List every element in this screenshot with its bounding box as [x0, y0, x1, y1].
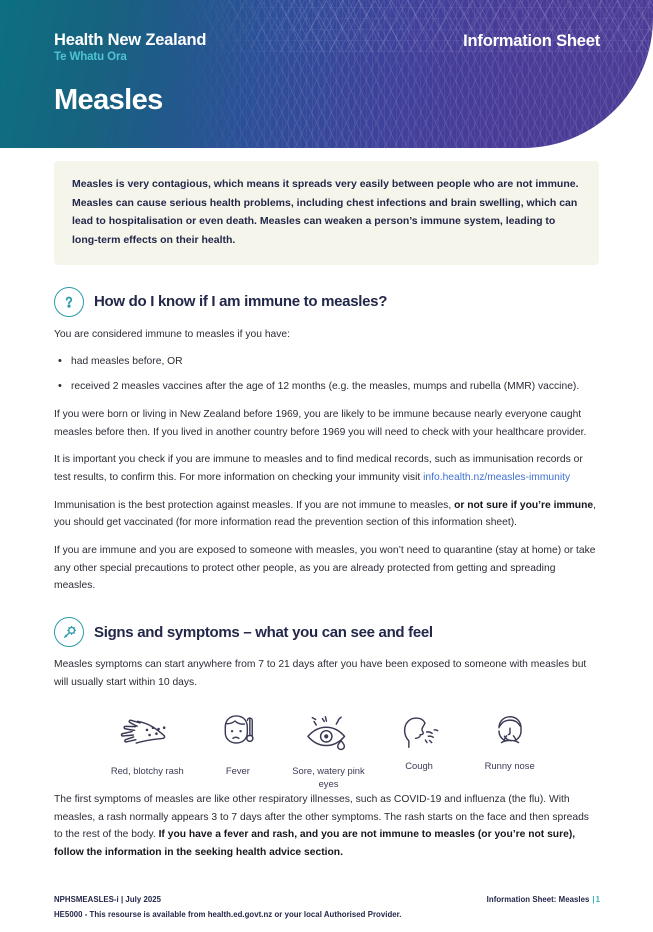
immunity-records-text: It is important you check if you are immune to measles and to find medical records, such as immunisation records or test results, to confirm this. For more information on checking your immunity visit — [54, 454, 583, 483]
immunisation-text-after: , you should get vaccinated (for more information read the prevention section of this information sheet). — [54, 499, 596, 529]
symptom-label: Cough — [405, 759, 433, 771]
symptom-label: Sore, watery pink eyes — [292, 764, 365, 790]
symptom-icon-row — [102, 706, 555, 791]
coughing-person-icon — [374, 706, 465, 758]
watery-eye-icon — [283, 706, 374, 758]
brand-name-primary: Health New Zealand — [54, 31, 207, 49]
symptom-label: Runny nose — [484, 759, 535, 771]
footer-resource-line: HE5000 - This resourse is available from health.ed.govt.nz or your local Authorised Provider. — [54, 910, 402, 919]
footer-sheet-reference — [487, 895, 600, 904]
brand-logo — [54, 32, 206, 63]
spotted-hand-icon — [102, 706, 193, 758]
list-item: • received 2 measles vaccines after the age of 12 months (e.g. the measles, mumps and rubella (MMR) vaccine). — [54, 378, 599, 396]
runny-nose-person-icon — [464, 706, 555, 758]
symptom-item-eyes — [283, 706, 374, 791]
section-heading-immunity — [54, 287, 599, 317]
main-content — [0, 161, 653, 862]
symptoms-closing-emphasis: If you have a fever and rash, and you are not immune to measles (or you’re not sure), follow the information in the seeking health advice section. — [54, 829, 576, 858]
brand-name-maori: Te Whatu Ora — [54, 51, 127, 64]
measles-immunity-link[interactable]: info.health.nz/measles-immunity — [423, 471, 571, 483]
footer-top-row — [54, 895, 600, 904]
symptoms-closing-text: The first symptoms of measles are like other respiratory illnesses, such as COVID-19 and influenza (the flu). With measles, a rash normally appears 3 to 7 days after the other symptoms. The rash starts on the face and then spreads to the rest of the body. — [54, 793, 589, 841]
immunisation-text-before: Immunisation is the best protection against measles. If you are not immune to measles, — [54, 499, 455, 511]
symptom-label: Fever — [225, 764, 250, 776]
footer-sheet-name: Measles — [558, 895, 590, 904]
document-type-label: Information Sheet — [463, 32, 600, 50]
quarantine-paragraph: If you are immune and you are exposed to someone with measles, you won’t need to quarantine (stay at home) or take any other special precautions to protect other people, as you are already protected from getting and spreading measles. — [54, 545, 596, 592]
symptom-item-cough — [374, 706, 465, 773]
immunity-records-paragraph — [54, 451, 599, 486]
symptom-item-rash — [102, 706, 193, 778]
footer-document-code: NPHSMEASLES-i | July 2025 — [54, 895, 161, 904]
page-header — [0, 0, 653, 148]
section-title-immunity: How do I know if I am immune to measles? — [94, 293, 388, 311]
immunisation-emphasis: or not sure if you’re immune — [454, 499, 594, 511]
intro-text: Measles is very contagious, which means it spreads very easily between people who are not immune. Measles can cause serious health problems, including chest infections and brain swelling, which can lead to hospitalisation or even death. Measles can weaken a person’s immune system, leading to long-term effects on their health. — [72, 178, 579, 247]
immunisation-paragraph — [54, 497, 599, 532]
symptom-label: Red, blotchy rash — [110, 764, 184, 776]
immunity-lead-text: You are considered immune to measles if you have: — [54, 328, 291, 340]
section-heading-symptoms — [54, 617, 599, 647]
immunity-1969-paragraph: If you were born or living in New Zealand before 1969, you are likely to be immune because nearly everyone caught measles before then. If you lived in another country before 1969 you will need to check with your healthcare provider. — [54, 408, 587, 438]
symptom-item-fever — [193, 706, 284, 778]
virus-stethoscope-circle-icon — [54, 617, 84, 647]
intro-callout-box — [54, 161, 599, 265]
section-title-symptoms: Signs and symptoms – what you can see and feel — [94, 623, 433, 641]
footer-separator: | — [592, 895, 595, 904]
face-thermometer-icon — [193, 706, 284, 758]
page-footer — [54, 895, 600, 919]
page-title: Measles — [54, 84, 163, 116]
footer-sheet-prefix: Information Sheet: — [486, 895, 559, 904]
immunity-criteria-list — [54, 353, 599, 395]
symptom-item-runny-nose — [464, 706, 555, 773]
question-mark-circle-icon — [54, 287, 84, 317]
symptoms-closing-paragraph — [54, 791, 599, 862]
footer-page-number: 1 — [595, 895, 600, 904]
list-item: • had measles before, OR — [54, 353, 599, 371]
symptoms-lead-text: Measles symptoms can start anywhere from 7 to 21 days after you have been exposed to someone with measles but will usually start within 10 days. — [54, 659, 587, 688]
